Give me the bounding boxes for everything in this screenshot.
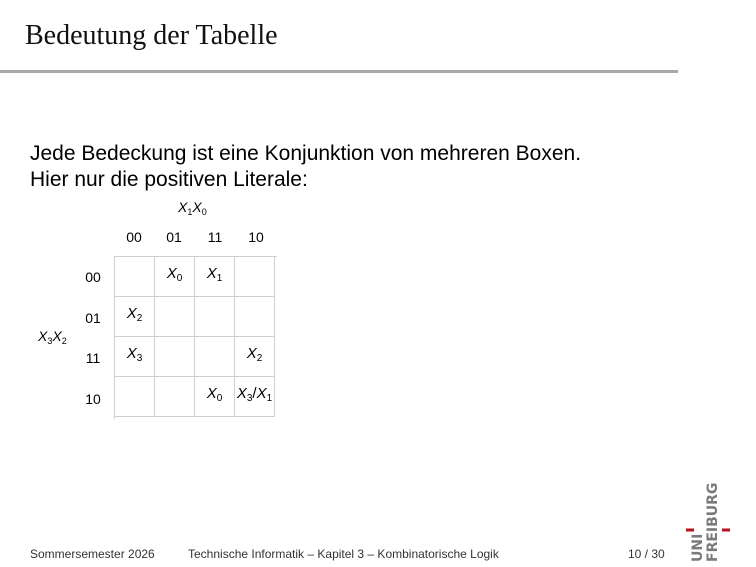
col-header: 10 [248,229,264,245]
row-header: 11 [85,350,101,366]
footer-center: Technische Informatik – Kapitel 3 – Kombinatorische Logik [188,547,499,561]
kmap-cell [115,257,155,297]
slide-title: Bedeutung der Tabelle [25,20,278,51]
kmap-cell-value: $X_2$ [126,305,143,324]
kmap-cell [155,337,195,377]
row-header: 00 [85,269,101,285]
kmap-cell [235,257,275,297]
university-logo [686,478,756,563]
kmap-cell [195,337,235,377]
kmap-cell [115,377,155,417]
kmap-cell-value: $X_1$ [206,265,223,284]
kmap-cell-value: $X_3$ [126,345,143,364]
kmap-cell [235,297,275,337]
body-text [30,141,581,193]
kmap-cell [115,337,155,377]
axis-top-var-2: $X_0$ [192,199,207,217]
logo-text-uni: UNI [690,533,706,562]
kmap-cell [115,297,155,337]
kmap-cell [155,377,195,417]
kmap-cell [235,377,275,417]
col-header: 11 [207,229,223,245]
col-header: 01 [166,229,182,245]
kmap-cell [235,337,275,377]
logo-text-freiburg: FREIBURG [705,482,721,562]
kmap-cell [195,297,235,337]
axis-top-var-1: $X_1$ [178,199,193,217]
kmap-cell-value: $X_3/X_1$ [236,385,273,404]
row-header: 01 [85,310,101,326]
kmap-cell [155,257,195,297]
body-line-2: Hier nur die positiven Literale: [30,168,308,191]
kmap-cell-value: $X_0$ [166,265,183,284]
body-line-1: Jede Bedeckung ist eine Konjunktion von mehreren Boxen. [30,142,582,165]
row-header: 10 [85,391,101,407]
axis-label-top [178,199,207,217]
axis-label-left [38,328,67,346]
kmap-grid [114,256,277,419]
kmap-cell-value: $X_2$ [246,345,263,364]
col-header: 00 [126,229,142,245]
kmap-cell [195,377,235,417]
kmap-cell [155,297,195,337]
footer-left: Sommersemester 2026 [30,547,155,561]
kmap-cell-value: $X_0$ [206,385,223,404]
axis-left-var-1: $X_3$ [38,328,53,346]
axis-left-var-2: $X_2$ [52,328,67,346]
kmap-cell [195,257,235,297]
footer-page-number: 10 / 30 [628,547,665,561]
title-rule [0,70,678,73]
